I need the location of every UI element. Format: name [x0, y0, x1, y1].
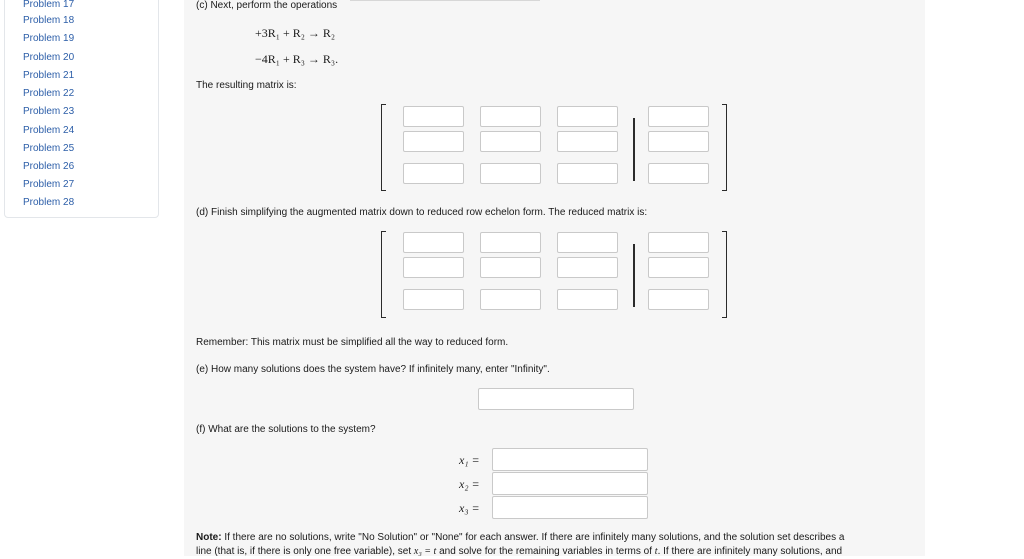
- x2-input[interactable]: [492, 472, 648, 495]
- matrix2-cell-r1c2[interactable]: [480, 232, 541, 253]
- note-bold: Note:: [196, 532, 222, 543]
- sidebar-item-problem-25[interactable]: Problem 25: [23, 143, 75, 154]
- sidebar-item-problem-17[interactable]: Problem 17: [23, 0, 75, 10]
- matrix1-cell-r1c1[interactable]: [403, 106, 464, 127]
- note-x3-var: x₃ = t: [413, 546, 437, 557]
- matrix1-cell-r3c3[interactable]: [557, 163, 618, 184]
- x1-input[interactable]: [492, 448, 648, 471]
- number-of-solutions-input[interactable]: [478, 388, 634, 410]
- matrix-right-bracket: [722, 104, 727, 191]
- augment-bar: [633, 244, 635, 307]
- matrix1-cell-r1c3[interactable]: [557, 106, 618, 127]
- note-t-var: t: [654, 546, 658, 557]
- sidebar-item-problem-24[interactable]: Problem 24: [23, 125, 75, 136]
- matrix1-cell-r1c2[interactable]: [480, 106, 541, 127]
- matrix2-cell-r1c3[interactable]: [557, 232, 618, 253]
- part-e-label: (e) How many solutions does the system have? If infinitely many, enter "Infinity".: [196, 364, 550, 375]
- matrix2-cell-r3c2[interactable]: [480, 289, 541, 310]
- sidebar-item-problem-26[interactable]: Problem 26: [23, 161, 75, 172]
- matrix1-cell-r3c1[interactable]: [403, 163, 464, 184]
- row-operation-2: −4R₁ + R₃ → R₃.: [255, 52, 339, 66]
- sidebar-item-problem-22[interactable]: Problem 22: [23, 88, 75, 99]
- matrix2-cell-r3c1[interactable]: [403, 289, 464, 310]
- part-f-label: (f) What are the solutions to the system?: [196, 424, 376, 435]
- matrix2-cell-r1c1[interactable]: [403, 232, 464, 253]
- part-c-label: (c) Next, perform the operations: [196, 0, 338, 11]
- matrix2-cell-r2c4[interactable]: [648, 257, 709, 278]
- matrix1-cell-r3c2[interactable]: [480, 163, 541, 184]
- sidebar-item-problem-19[interactable]: Problem 19: [23, 33, 75, 44]
- matrix2-cell-r2c3[interactable]: [557, 257, 618, 278]
- resulting-matrix-label: The resulting matrix is:: [196, 80, 297, 91]
- sidebar-item-problem-23[interactable]: Problem 23: [23, 106, 75, 117]
- augment-bar: [633, 118, 635, 181]
- matrix1-cell-r2c2[interactable]: [480, 131, 541, 152]
- sidebar-item-problem-27[interactable]: Problem 27: [23, 179, 75, 190]
- sidebar-item-problem-21[interactable]: Problem 21: [23, 70, 75, 81]
- sidebar-item-problem-28[interactable]: Problem 28: [23, 197, 75, 208]
- note-text: [196, 531, 916, 559]
- note-line-1: If there are no solutions, write "No Solution" or "None" for each answer. If there are infinitely many solutions, and the solution set describes a: [221, 532, 845, 543]
- matrix1-cell-r3c4[interactable]: [648, 163, 709, 184]
- part-d-label: (d) Finish simplifying the augmented matrix down to reduced row echelon form. The reduced matrix is:: [196, 207, 648, 218]
- sidebar-item-problem-20[interactable]: Problem 20: [23, 52, 75, 63]
- matrix2-cell-r2c1[interactable]: [403, 257, 464, 278]
- matrix1-cell-r1c4[interactable]: [648, 106, 709, 127]
- x3-input[interactable]: [492, 496, 648, 519]
- x1-label: x₁ =: [459, 453, 480, 467]
- matrix-left-bracket: [381, 104, 386, 191]
- x2-label: x₂ =: [459, 477, 480, 491]
- note-line-2b: and solve for the remaining variables in terms of: [436, 546, 655, 557]
- note-line-2a: line (that is, if there is only one free variable), set: [196, 546, 414, 557]
- matrix1-cell-r2c4[interactable]: [648, 131, 709, 152]
- matrix2-cell-r3c4[interactable]: [648, 289, 709, 310]
- note-line-2c: . If there are infinitely many solutions, and: [657, 546, 843, 557]
- x3-label: x₃ =: [459, 501, 480, 515]
- matrix-left-bracket: [381, 231, 386, 318]
- remember-text: Remember: This matrix must be simplified all the way to reduced form.: [196, 337, 509, 348]
- divider: [350, 0, 540, 1]
- row-operation-1: +3R₁ + R₂ → R₂: [255, 26, 336, 40]
- matrix-right-bracket: [722, 231, 727, 318]
- matrix2-cell-r3c3[interactable]: [557, 289, 618, 310]
- sidebar-item-problem-18[interactable]: Problem 18: [23, 15, 75, 26]
- matrix1-cell-r2c3[interactable]: [557, 131, 618, 152]
- matrix2-cell-r2c2[interactable]: [480, 257, 541, 278]
- problem-list-sidebar: [4, 0, 159, 218]
- matrix1-cell-r2c1[interactable]: [403, 131, 464, 152]
- matrix2-cell-r1c4[interactable]: [648, 232, 709, 253]
